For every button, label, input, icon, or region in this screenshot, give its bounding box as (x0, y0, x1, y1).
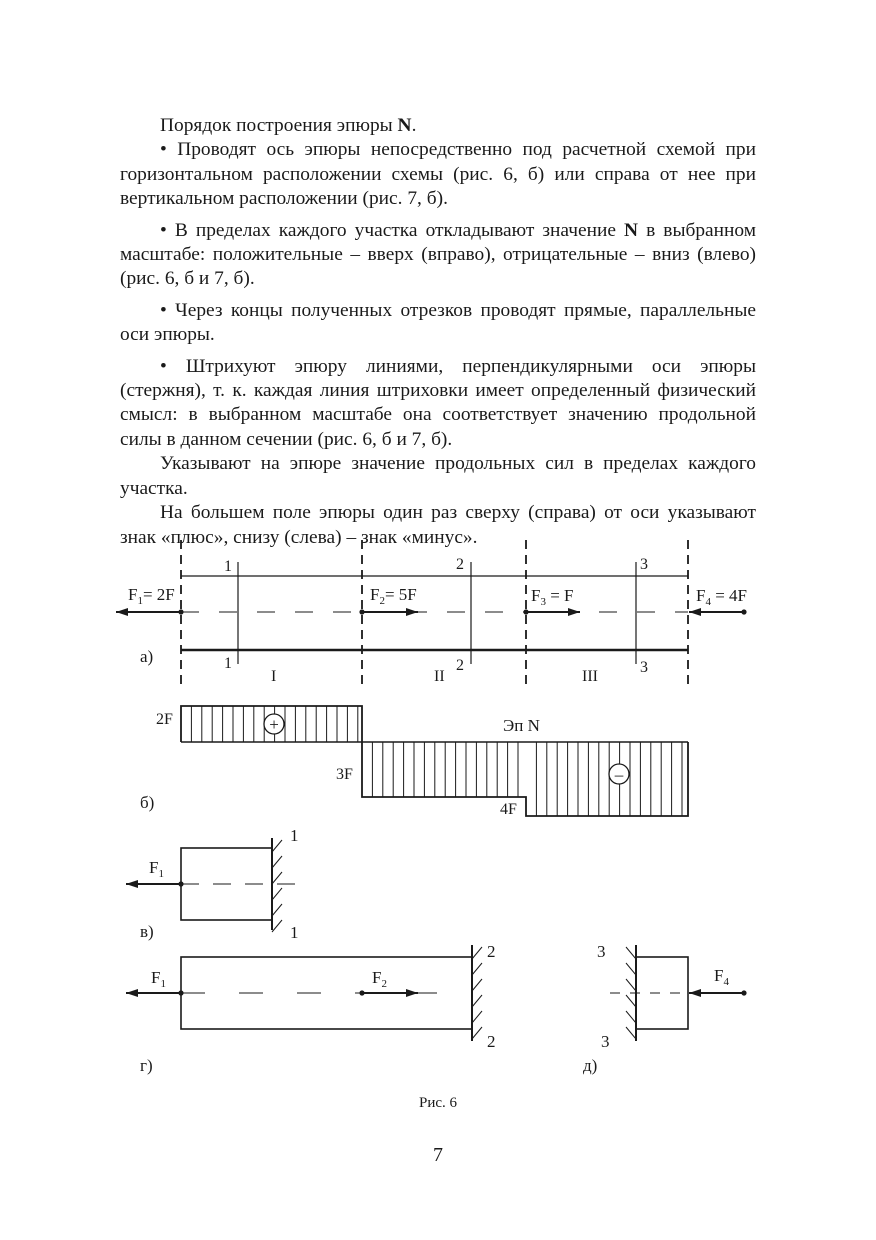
force-label-g-f1 (151, 968, 166, 990)
section-1-bottom: 1 (224, 655, 232, 672)
fd-sub: 4 (723, 976, 729, 988)
section-3-bottom: 3 (640, 659, 648, 676)
fv-sub: 1 (158, 868, 164, 880)
f4-value: = 4F (710, 586, 748, 605)
bullet-2 (120, 219, 756, 292)
minus-sign: – (614, 765, 624, 784)
fd-letter: F (714, 966, 724, 985)
value-3f: 3F (336, 766, 353, 783)
f1-letter: F (128, 585, 138, 604)
wall-hatch-mark (272, 920, 282, 932)
force-point (359, 990, 364, 995)
fg2-letter: F (372, 968, 382, 987)
bullet-1: • Проводят ось эпюры непосредственно под расчетной схемой при горизонтальном расположении схемы (рис. 6, б) или справа от нее при вертикальном расположении (рис. 7, б). (120, 139, 756, 210)
section-g-top: 2 (487, 942, 496, 961)
figure-6 (0, 520, 876, 1080)
bullet-2-bold: N (624, 219, 639, 241)
section-2-top: 2 (456, 556, 464, 573)
f4-sub: 4 (705, 596, 711, 608)
section-v-bottom: 1 (290, 923, 299, 942)
scheme-v (126, 838, 300, 932)
part-d-label: д) (583, 1056, 598, 1075)
fv-letter: F (149, 858, 159, 877)
force-label-v (149, 858, 164, 880)
part-g-label: г) (140, 1056, 153, 1075)
region-2-label: II (434, 668, 445, 685)
plus-sign: + (269, 715, 279, 734)
wall-hatch-mark (272, 856, 282, 868)
wall-hatch-mark (472, 995, 482, 1007)
scheme-d (610, 945, 744, 1041)
force-label-f3 (531, 586, 574, 608)
section-hatch-g (472, 947, 482, 1039)
wall-hatch-mark (272, 840, 282, 852)
cut-part-d (636, 957, 688, 1029)
f3-letter: F (531, 586, 541, 605)
section-3-top: 3 (640, 556, 648, 573)
scheme-a (116, 540, 744, 690)
wall-hatch-mark (472, 963, 482, 975)
section-hatch-v (272, 840, 282, 932)
diagram-n (181, 706, 688, 816)
section-v-top: 1 (290, 826, 299, 845)
force-label-f4 (696, 586, 747, 608)
region-1-label: I (271, 668, 277, 685)
bullet-2-post: в выбранном масштабе: положительные – вверх (вправо), отрицательные – вниз (влево) (рис. 6, б и 7, б). (120, 219, 756, 290)
wall-hatch-mark (626, 979, 636, 991)
figure-caption: Рис. 6 (418, 1095, 458, 1111)
f2-value: = 5F (384, 585, 417, 604)
value-2f: 2F (156, 711, 173, 728)
heading-bold-n: N (397, 115, 412, 136)
force-point (178, 990, 183, 995)
section-d-top: 3 (597, 942, 606, 961)
page-number: 7 (433, 1144, 443, 1166)
force-point (741, 990, 746, 995)
force-point (178, 609, 183, 614)
wall-hatch-mark (272, 872, 282, 884)
wall-hatch-mark (626, 1027, 636, 1039)
f3-value: = F (545, 586, 574, 605)
fg1-letter: F (151, 968, 161, 987)
section-d-bottom: 3 (601, 1032, 610, 1051)
part-v-label: в) (140, 922, 154, 941)
wall-hatch-mark (472, 1011, 482, 1023)
body-text (120, 114, 756, 550)
fg2-sub: 2 (381, 978, 387, 990)
wall-hatch-mark (272, 888, 282, 900)
f2-sub: 2 (379, 595, 385, 607)
wall-hatch-mark (472, 979, 482, 991)
section-1-top: 1 (224, 558, 232, 575)
bullet-2-pre: • В пределах каждого участка откладывают значение (160, 219, 616, 241)
region-3-label: III (582, 668, 598, 685)
force-label-g-f2 (372, 968, 387, 990)
force-point (523, 609, 528, 614)
f4-letter: F (696, 586, 706, 605)
force-label-f2 (370, 585, 417, 607)
section-2-bottom: 2 (456, 657, 464, 674)
diagram-title: Эп N (503, 716, 540, 735)
part-a-label: а) (140, 647, 154, 666)
f1-sub: 1 (137, 595, 143, 607)
value-4f: 4F (500, 801, 517, 818)
wall-hatch-mark (272, 904, 282, 916)
heading-text: Порядок построения эпюры (160, 115, 393, 136)
paragraph-5: Указывают на эпюре значение продольных сил в пределах каждого участка. (120, 453, 756, 499)
f1-value: = 2F (142, 585, 175, 604)
bullet-4: • Штрихуют эпюру линиями, перпендикулярными оси эпюры (стержня), т. к. каждая линия штриховки имеет определенный физический смысл: в выбранном масштабе она соответствует значению продольной силы в данном сечении (рис. 6, б и 7, б). (120, 355, 756, 450)
force-point (178, 881, 183, 886)
part-b-label: б) (140, 793, 155, 812)
paragraph-6: На большем поле эпюры один раз сверху (справа) от оси указывают знак «плюс», снизу (слева) – знак «минус». (120, 502, 756, 548)
wall-hatch-mark (626, 963, 636, 975)
force-point (741, 609, 746, 614)
f2-letter: F (370, 585, 380, 604)
section-g-bottom: 2 (487, 1032, 496, 1051)
wall-hatch-mark (472, 947, 482, 959)
force-label-d (714, 966, 729, 988)
heading-paragraph (120, 114, 756, 138)
force-point (359, 609, 364, 614)
heading-suffix: . (411, 115, 417, 136)
fg1-sub: 1 (160, 978, 166, 990)
force-label-f1 (128, 585, 175, 607)
f3-sub: 3 (540, 596, 546, 608)
wall-hatch-mark (626, 995, 636, 1007)
wall-hatch-mark (472, 1027, 482, 1039)
wall-hatch-mark (626, 947, 636, 959)
wall-hatch-mark (626, 1011, 636, 1023)
bullet-3: • Через концы полученных отрезков проводят прямые, параллельные оси эпюры. (120, 299, 756, 346)
